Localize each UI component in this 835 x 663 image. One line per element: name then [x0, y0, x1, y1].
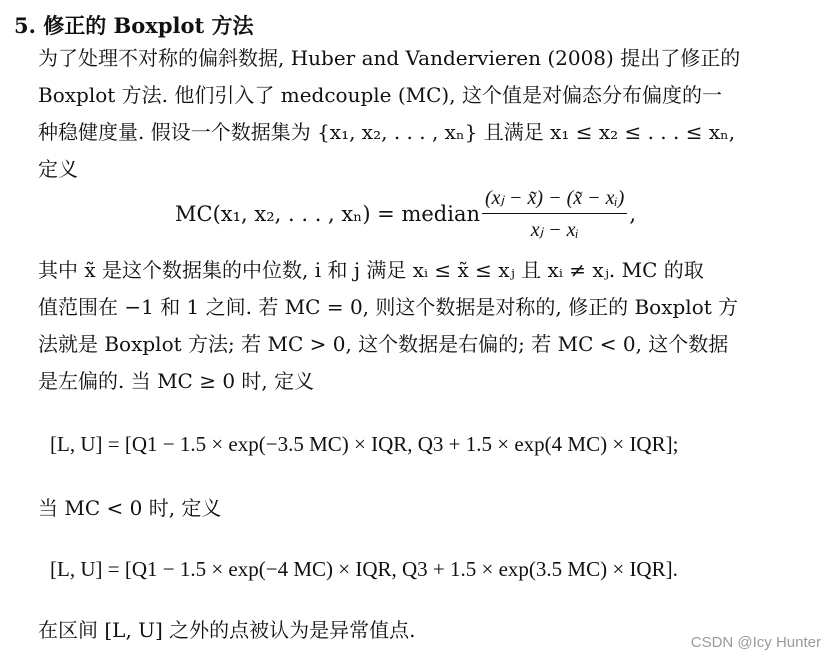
fraction-numerator: (xⱼ − x̃) − (x̃ − xᵢ)	[482, 185, 627, 214]
intro-line: Boxplot 方法. 他们引入了 medcouple (MC), 这个值是对偏态分布偏度的一	[38, 83, 722, 107]
formula-positive-mc: [L, U] = [Q1 − 1.5 × exp(−3.5 MC) × IQR, Q3 + 1.5 × exp(4 MC) × IQR];	[50, 432, 679, 456]
explanation-line: 法就是 Boxplot 方法; 若 MC > 0, 这个数据是右偏的; 若 MC < 0, 这个数据	[38, 332, 729, 356]
explanation-paragraph	[38, 252, 810, 400]
section-heading: 5. 修正的 Boxplot 方法	[14, 13, 254, 38]
intro-line: 为了处理不对称的偏斜数据, Huber and Vandervieren (2008) 提出了修正的	[38, 46, 741, 70]
intro-line: 定义	[38, 157, 78, 181]
formula-trailing-comma: ,	[629, 201, 636, 226]
formula-lhs: MC(x₁, x₂, . . . , xₙ) = median	[175, 201, 481, 226]
intro-paragraph	[38, 40, 810, 188]
explanation-line: 值范围在 −1 和 1 之间. 若 MC = 0, 则这个数据是对称的, 修正的 Boxplot 方	[38, 295, 739, 319]
medcouple-formula	[175, 185, 636, 242]
fraction-denominator: xⱼ − xᵢ	[530, 219, 579, 241]
intro-line: 种稳健度量. 假设一个数据集为 {x₁, x₂, . . . , xₙ} 且满足 x₁ ≤ x₂ ≤ . . . ≤ xₙ,	[38, 120, 736, 144]
csdn-watermark: CSDN @Icy Hunter	[690, 634, 821, 651]
negative-case-label	[38, 490, 810, 527]
formula-fraction	[482, 185, 627, 242]
negative-case-text: 当 MC < 0 时, 定义	[38, 496, 222, 520]
explanation-line: 其中 x̃ 是这个数据集的中位数, i 和 j 满足 xᵢ ≤ x̃ ≤ xⱼ 且 xᵢ ≠ xⱼ. MC 的取	[38, 258, 704, 282]
conclusion-text: 在区间 [L, U] 之外的点被认为是异常值点.	[38, 618, 416, 642]
explanation-line: 是左偏的. 当 MC ≥ 0 时, 定义	[38, 369, 315, 393]
formula-negative-mc: [L, U] = [Q1 − 1.5 × exp(−4 MC) × IQR, Q3 + 1.5 × exp(3.5 MC) × IQR].	[50, 557, 678, 581]
